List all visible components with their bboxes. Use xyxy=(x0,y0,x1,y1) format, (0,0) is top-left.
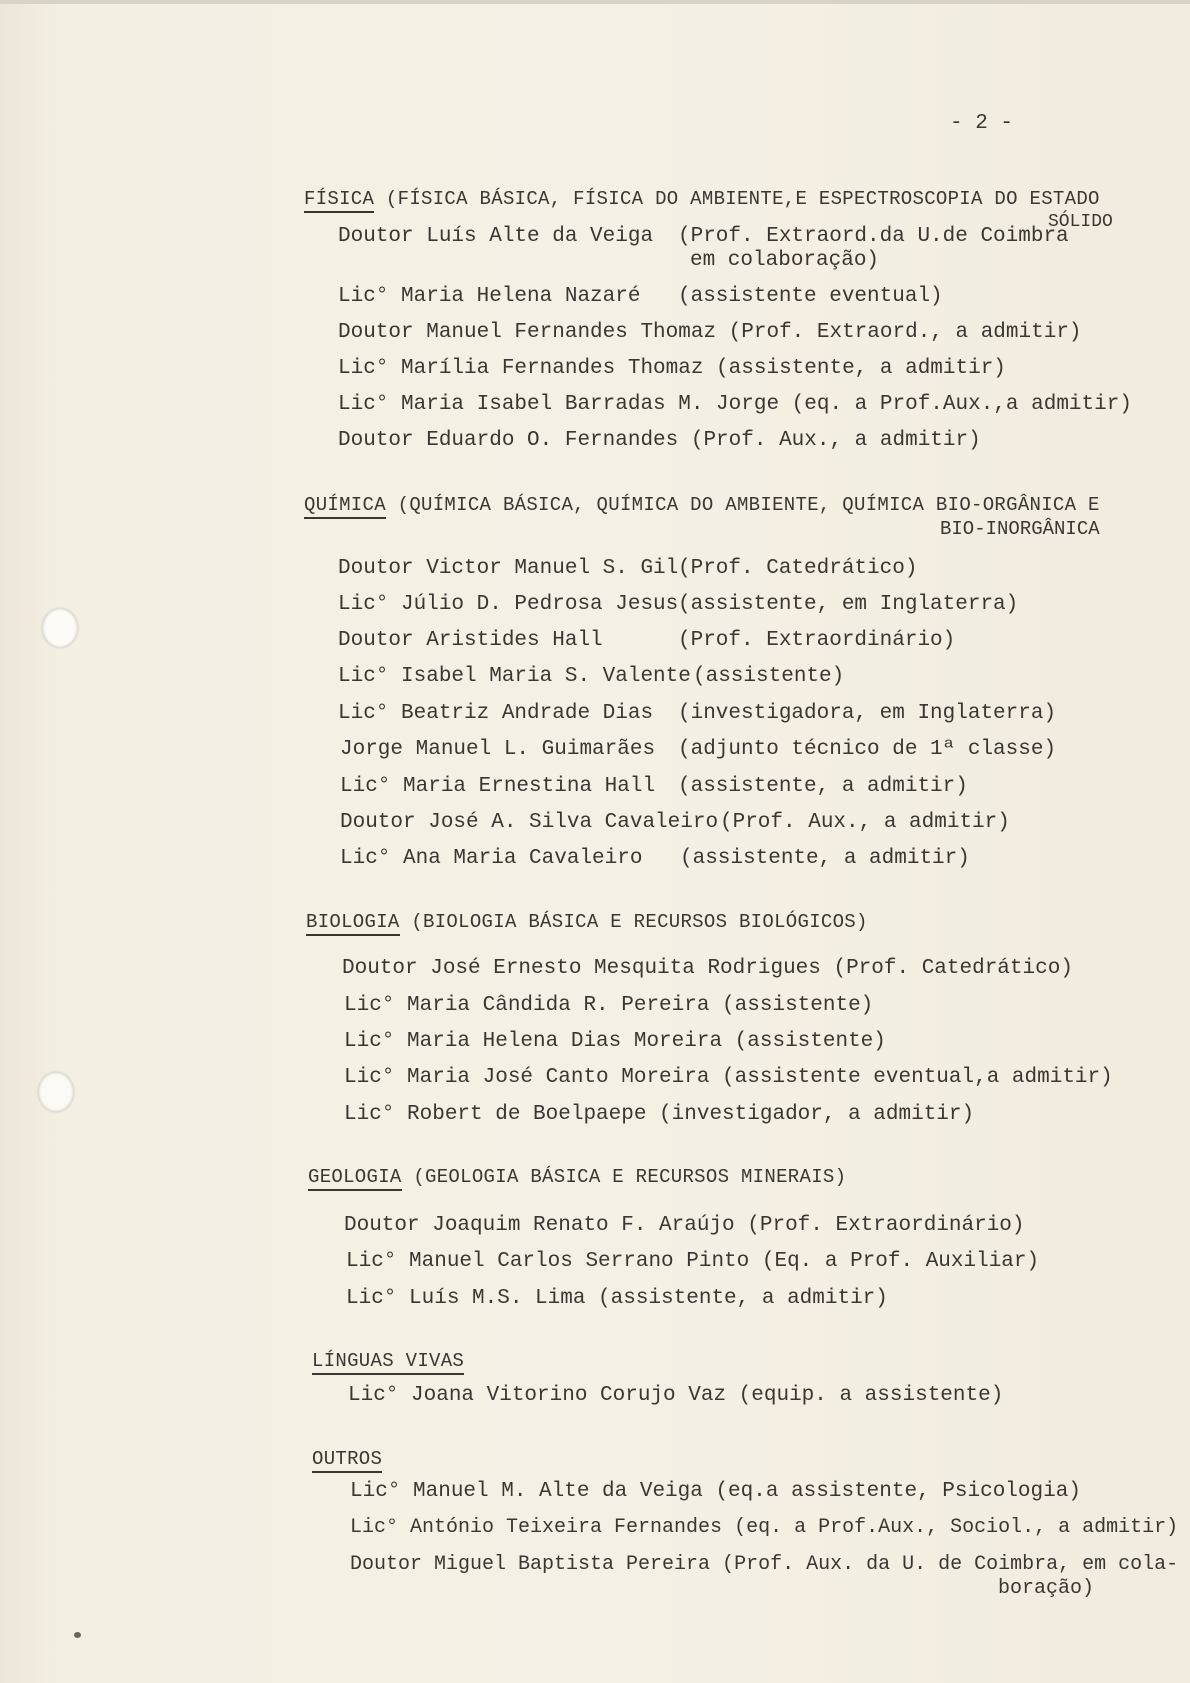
staff-entry: Lic° Marília Fernandes Thomaz (assistente, a admitir) xyxy=(338,357,1006,380)
staff-name: Doutor Miguel Baptista Pereira (Prof. Aux. da U. de Coimbra, em cola- xyxy=(350,1553,1179,1576)
staff-role: (adjunto técnico de 1ª classe) xyxy=(678,738,1057,761)
staff-role: (investigadora, em Inglaterra) xyxy=(678,702,1057,725)
staff-role: (Prof. Extraord.da U.de Coimbra xyxy=(678,225,1069,248)
staff-role: (Prof. Extraordinário) xyxy=(678,629,956,652)
staff-role: (assistente, a admitir) xyxy=(680,847,970,870)
section-title: GEOLOGIA xyxy=(308,1166,402,1191)
staff-name: Lic° Ana Maria Cavaleiro xyxy=(340,847,643,870)
section-title: LÍNGUAS VIVAS xyxy=(312,1350,464,1375)
paper-top-edge xyxy=(0,0,1190,4)
staff-name: Lic° Maria Helena Nazaré xyxy=(338,285,641,308)
staff-entry: Doutor José Ernesto Mesquita Rodrigues (Prof. Catedrático) xyxy=(342,957,1073,980)
section-subtitle-continuation: BIO-INORGÂNICA xyxy=(940,518,1100,540)
staff-role: (assistente) xyxy=(693,665,845,688)
staff-role: (Prof. Catedrático) xyxy=(678,557,918,580)
staff-entry: Doutor Manuel Fernandes Thomaz (Prof. Extraord., a admitir) xyxy=(338,321,1082,344)
staff-entry xyxy=(350,1553,1179,1600)
section-title: OUTROS xyxy=(312,1448,382,1473)
staff-role: (assistente, a admitir) xyxy=(678,775,968,798)
section-subtitle-continuation: SÓLIDO xyxy=(1048,212,1113,232)
staff-entry xyxy=(338,557,918,580)
staff-name: Lic° Júlio D. Pedrosa Jesus xyxy=(338,593,679,616)
section-heading xyxy=(312,1350,464,1372)
staff-role: (assistente eventual) xyxy=(678,285,943,308)
ink-speck xyxy=(74,1632,81,1638)
page-number: - 2 - xyxy=(950,112,1014,135)
punch-hole-bottom xyxy=(38,1072,74,1112)
staff-entry xyxy=(338,225,1069,272)
staff-name: Doutor Victor Manuel S. Gil xyxy=(338,557,679,580)
staff-role: (Prof. Aux., a admitir) xyxy=(720,811,1010,834)
staff-name: Lic° Maria Ernestina Hall xyxy=(340,775,656,798)
staff-name: Doutor José A. Silva Cavaleiro xyxy=(340,811,719,834)
section-heading xyxy=(306,911,868,933)
staff-entry xyxy=(340,738,1057,761)
staff-name: Doutor Aristides Hall xyxy=(338,629,603,652)
staff-entry xyxy=(340,775,968,798)
punch-hole-top xyxy=(42,608,78,648)
staff-entry: Lic° Maria Helena Dias Moreira (assistente) xyxy=(344,1030,886,1053)
staff-entry: Lic° Robert de Boelpaepe (investigador, a admitir) xyxy=(344,1103,975,1126)
staff-name: Lic° Isabel Maria S. Valente xyxy=(338,665,691,688)
staff-entry xyxy=(340,811,1010,834)
staff-entry xyxy=(338,629,956,652)
staff-entry: Lic° Joana Vitorino Corujo Vaz (equip. a assistente) xyxy=(348,1384,1004,1407)
section-heading xyxy=(304,188,1100,210)
staff-entry xyxy=(338,702,1057,725)
staff-entry: Lic° Luís M.S. Lima (assistente, a admitir) xyxy=(346,1287,888,1310)
staff-entry xyxy=(340,847,970,870)
staff-role-continuation: em colaboração) xyxy=(690,249,880,272)
staff-name: Lic° Beatriz Andrade Dias xyxy=(338,702,654,725)
staff-entry: Lic° Maria Cândida R. Pereira (assistente) xyxy=(344,994,874,1017)
staff-role: (assistente, em Inglaterra) xyxy=(678,593,1019,616)
section-title: BIOLOGIA xyxy=(306,911,400,936)
staff-entry: Doutor Eduardo O. Fernandes (Prof. Aux., a admitir) xyxy=(338,429,981,452)
staff-entry: Lic° Manuel M. Alte da Veiga (eq.a assistente, Psicologia) xyxy=(350,1480,1081,1503)
section-subtitle: (QUÍMICA BÁSICA, QUÍMICA DO AMBIENTE, QUÍMICA BIO-ORGÂNICA E xyxy=(397,494,1100,516)
section-subtitle: (BIOLOGIA BÁSICA E RECURSOS BIOLÓGICOS) xyxy=(411,911,868,933)
section-subtitle: (GEOLOGIA BÁSICA E RECURSOS MINERAIS) xyxy=(413,1166,847,1188)
section-subtitle: (FÍSICA BÁSICA, FÍSICA DO AMBIENTE,E ESPECTROSCOPIA DO ESTADO xyxy=(385,188,1100,210)
staff-entry xyxy=(338,665,845,688)
section-title: FÍSICA xyxy=(304,188,374,213)
staff-entry: Doutor Joaquim Renato F. Araújo (Prof. Extraordinário) xyxy=(344,1214,1025,1237)
staff-name: Doutor Luís Alte da Veiga xyxy=(338,225,654,248)
section-heading xyxy=(304,494,1100,516)
staff-entry xyxy=(338,593,1019,616)
staff-entry: Lic° Maria Isabel Barradas M. Jorge (eq. a Prof.Aux.,a admitir) xyxy=(338,393,1132,416)
staff-entry: Lic° Maria José Canto Moreira (assistente eventual,a admitir) xyxy=(344,1066,1113,1089)
section-heading xyxy=(308,1166,846,1188)
staff-name: Jorge Manuel L. Guimarães xyxy=(340,738,656,761)
staff-role-continuation: boração) xyxy=(998,1577,1095,1600)
section-heading xyxy=(312,1448,382,1470)
staff-entry: Lic° António Teixeira Fernandes (eq. a Prof.Aux., Sociol., a admitir) xyxy=(350,1516,1179,1539)
staff-entry xyxy=(338,285,943,308)
staff-entry: Lic° Manuel Carlos Serrano Pinto (Eq. a Prof. Auxiliar) xyxy=(346,1250,1040,1273)
section-title: QUÍMICA xyxy=(304,494,386,519)
